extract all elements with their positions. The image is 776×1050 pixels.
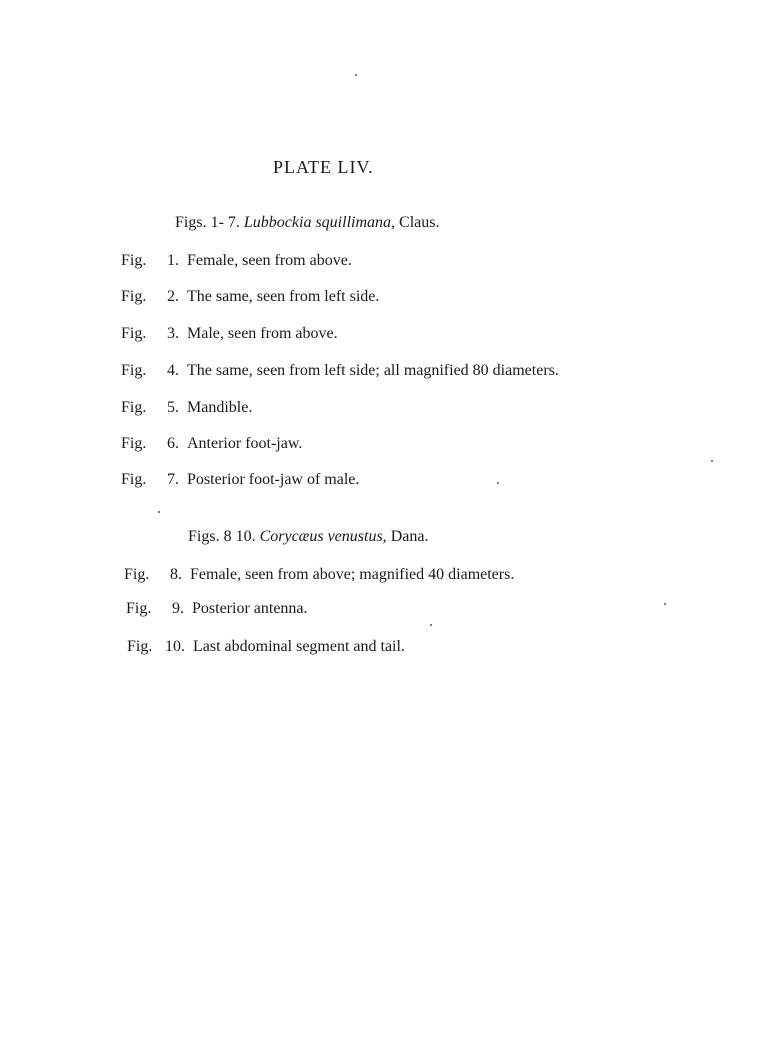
fig-label: Fig.	[121, 399, 147, 416]
fig-label: Fig.	[124, 566, 150, 583]
fig-number: 10.	[165, 638, 185, 655]
figure-caption-5	[121, 399, 252, 417]
fig-label: Fig.	[121, 325, 147, 342]
group-heading-author: Dana.	[390, 528, 429, 545]
fig-number: 6.	[167, 435, 179, 452]
scan-speck	[355, 74, 357, 76]
fig-description: Mandible.	[187, 399, 253, 416]
fig-label: Fig.	[121, 471, 147, 488]
group-heading-author: Claus.	[399, 214, 440, 231]
scan-speck	[158, 511, 160, 513]
figure-caption-1	[121, 252, 352, 270]
figure-caption-9	[126, 600, 308, 618]
fig-label: Fig.	[121, 362, 147, 379]
fig-description: Female, seen from above.	[187, 252, 352, 269]
figure-caption-7	[121, 471, 359, 489]
fig-label: Fig.	[121, 435, 147, 452]
fig-description: Posterior foot-jaw of male.	[187, 471, 360, 488]
scan-speck	[430, 624, 432, 626]
fig-label: Fig.	[121, 288, 147, 305]
figure-caption-2	[121, 288, 379, 306]
scan-speck	[664, 603, 666, 605]
group-heading-figs: Figs. 8 10.	[188, 528, 256, 545]
scan-speck	[711, 460, 713, 462]
plate-title: PLATE LIV.	[273, 157, 374, 177]
figure-caption-8	[124, 566, 514, 584]
scan-speck	[497, 482, 499, 484]
group-heading-2	[188, 528, 428, 546]
figure-caption-6	[121, 435, 302, 453]
fig-number: 1.	[167, 252, 179, 269]
fig-label: Fig.	[126, 600, 152, 617]
fig-description: Female, seen from above; magnified 40 diameters.	[190, 566, 515, 583]
fig-description: Anterior foot-jaw.	[187, 435, 303, 452]
fig-number: 9.	[172, 600, 184, 617]
fig-number: 8.	[170, 566, 182, 583]
fig-description: The same, seen from left side.	[187, 288, 380, 305]
fig-label: Fig.	[121, 252, 147, 269]
group-heading-species: Lubbockia squillimana,	[243, 214, 396, 231]
group-heading-figs: Figs. 1- 7.	[175, 214, 240, 231]
fig-number: 5.	[167, 399, 179, 416]
figure-caption-10	[127, 638, 405, 656]
fig-label: Fig.	[127, 638, 153, 655]
figure-caption-4	[121, 362, 559, 380]
fig-number: 4.	[167, 362, 179, 379]
fig-description: The same, seen from left side; all magnified 80 diameters.	[187, 362, 559, 379]
fig-number: 2.	[167, 288, 179, 305]
fig-description: Male, seen from above.	[187, 325, 338, 342]
fig-description: Posterior antenna.	[192, 600, 308, 617]
fig-description: Last abdominal segment and tail.	[193, 638, 405, 655]
group-heading-species: Corycæus venustus,	[259, 528, 387, 545]
fig-number: 7.	[167, 471, 179, 488]
group-heading-1	[175, 214, 439, 232]
fig-number: 3.	[167, 325, 179, 342]
figure-caption-3	[121, 325, 338, 343]
